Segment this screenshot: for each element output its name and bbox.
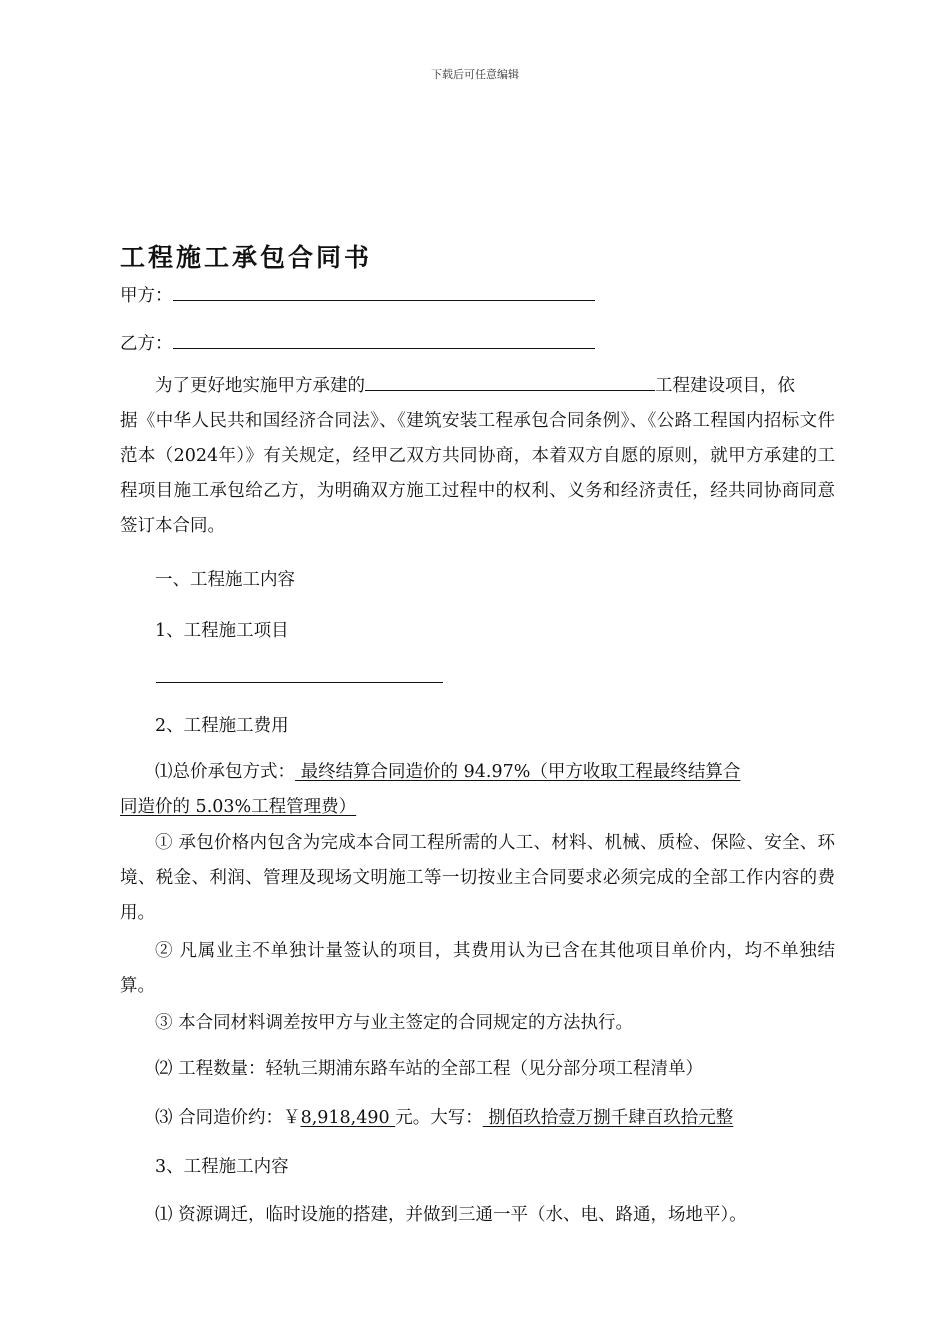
party-b-label: 乙方： [120,334,173,354]
clause-b: ② 凡属业主不单独计量签认的项目，其费用认为已含在其他项目单价内，均不单独结算。 [120,941,835,996]
item-2-heading: 2、工程施工费用 [155,716,289,736]
price-words: 捌佰玖拾壹万捌千肆百玖拾元整 [482,1108,734,1128]
intro-paragraph [120,369,835,544]
intro-body: 据《中华人民共和国经济合同法》、《建筑安装工程承包合同条例》、《公路工程国内招标文件范本（2024年）》有关规定，经甲乙双方共同协商，本着双方自愿的原则，就甲方承建的工程项目施工承包给乙方，为明确双方施工过程中的权利、义务和经济责任，经共同协商同意签订本合同。 [120,411,835,536]
party-b-blank [173,328,595,349]
price-label: ⑶ 合同造价约：￥ [155,1108,301,1128]
price-line [120,1101,835,1136]
lump-sum-line-2 [120,790,835,825]
header-note: 下载后可任意编辑 [431,68,519,81]
party-a-blank [173,280,595,301]
party-a-line [120,280,595,308]
lump-sum-paragraph [120,755,835,825]
intro-suffix: 工程建设项目，依 [655,376,795,396]
lump-sum-line-1 [120,755,835,790]
intro-first-line [120,369,835,404]
intro-prefix: 为了更好地实施甲方承建的 [155,376,365,396]
item-1-heading: 1、工程施工项目 [155,621,289,641]
party-b-line [120,328,595,356]
page-title: 工程施工承包合同书 [120,243,373,272]
lump-sum-value-2: 同造价的 5.03%工程管理费） [120,797,357,817]
clause-a: ① 承包价格内包含为完成本合同工程所需的人工、材料、机械、质检、保险、安全、环境、税金、利润、管理及现场文明施工等一切按业主合同要求必须完成的全部工作内容的费用。 [120,833,835,923]
item-3-heading: 3、工程施工内容 [155,1157,289,1177]
quantity-line: ⑵ 工程数量：轻轨三期浦东路车站的全部工程（见分部分项工程清单） [155,1059,704,1079]
price-amount: 8,918,490 [300,1108,396,1128]
clause-c: ③ 本合同材料调差按甲方与业主签定的合同规定的方法执行。 [155,1013,634,1033]
price-mid: 元。大写： [395,1108,483,1128]
content-1: ⑴ 资源调迁，临时设施的搭建，并做到三通一平（水、电、路通，场地平）。 [155,1205,747,1225]
lump-sum-value-1: 最终结算合同造价的 94.97%（甲方收取工程最终结算合 [295,762,741,782]
item-1-blank [156,682,443,683]
project-name-blank [365,370,655,391]
lump-sum-label: ⑴总价承包方式： [155,762,295,782]
party-a-label: 甲方： [120,286,173,306]
section-1-heading: 一、工程施工内容 [155,570,295,590]
